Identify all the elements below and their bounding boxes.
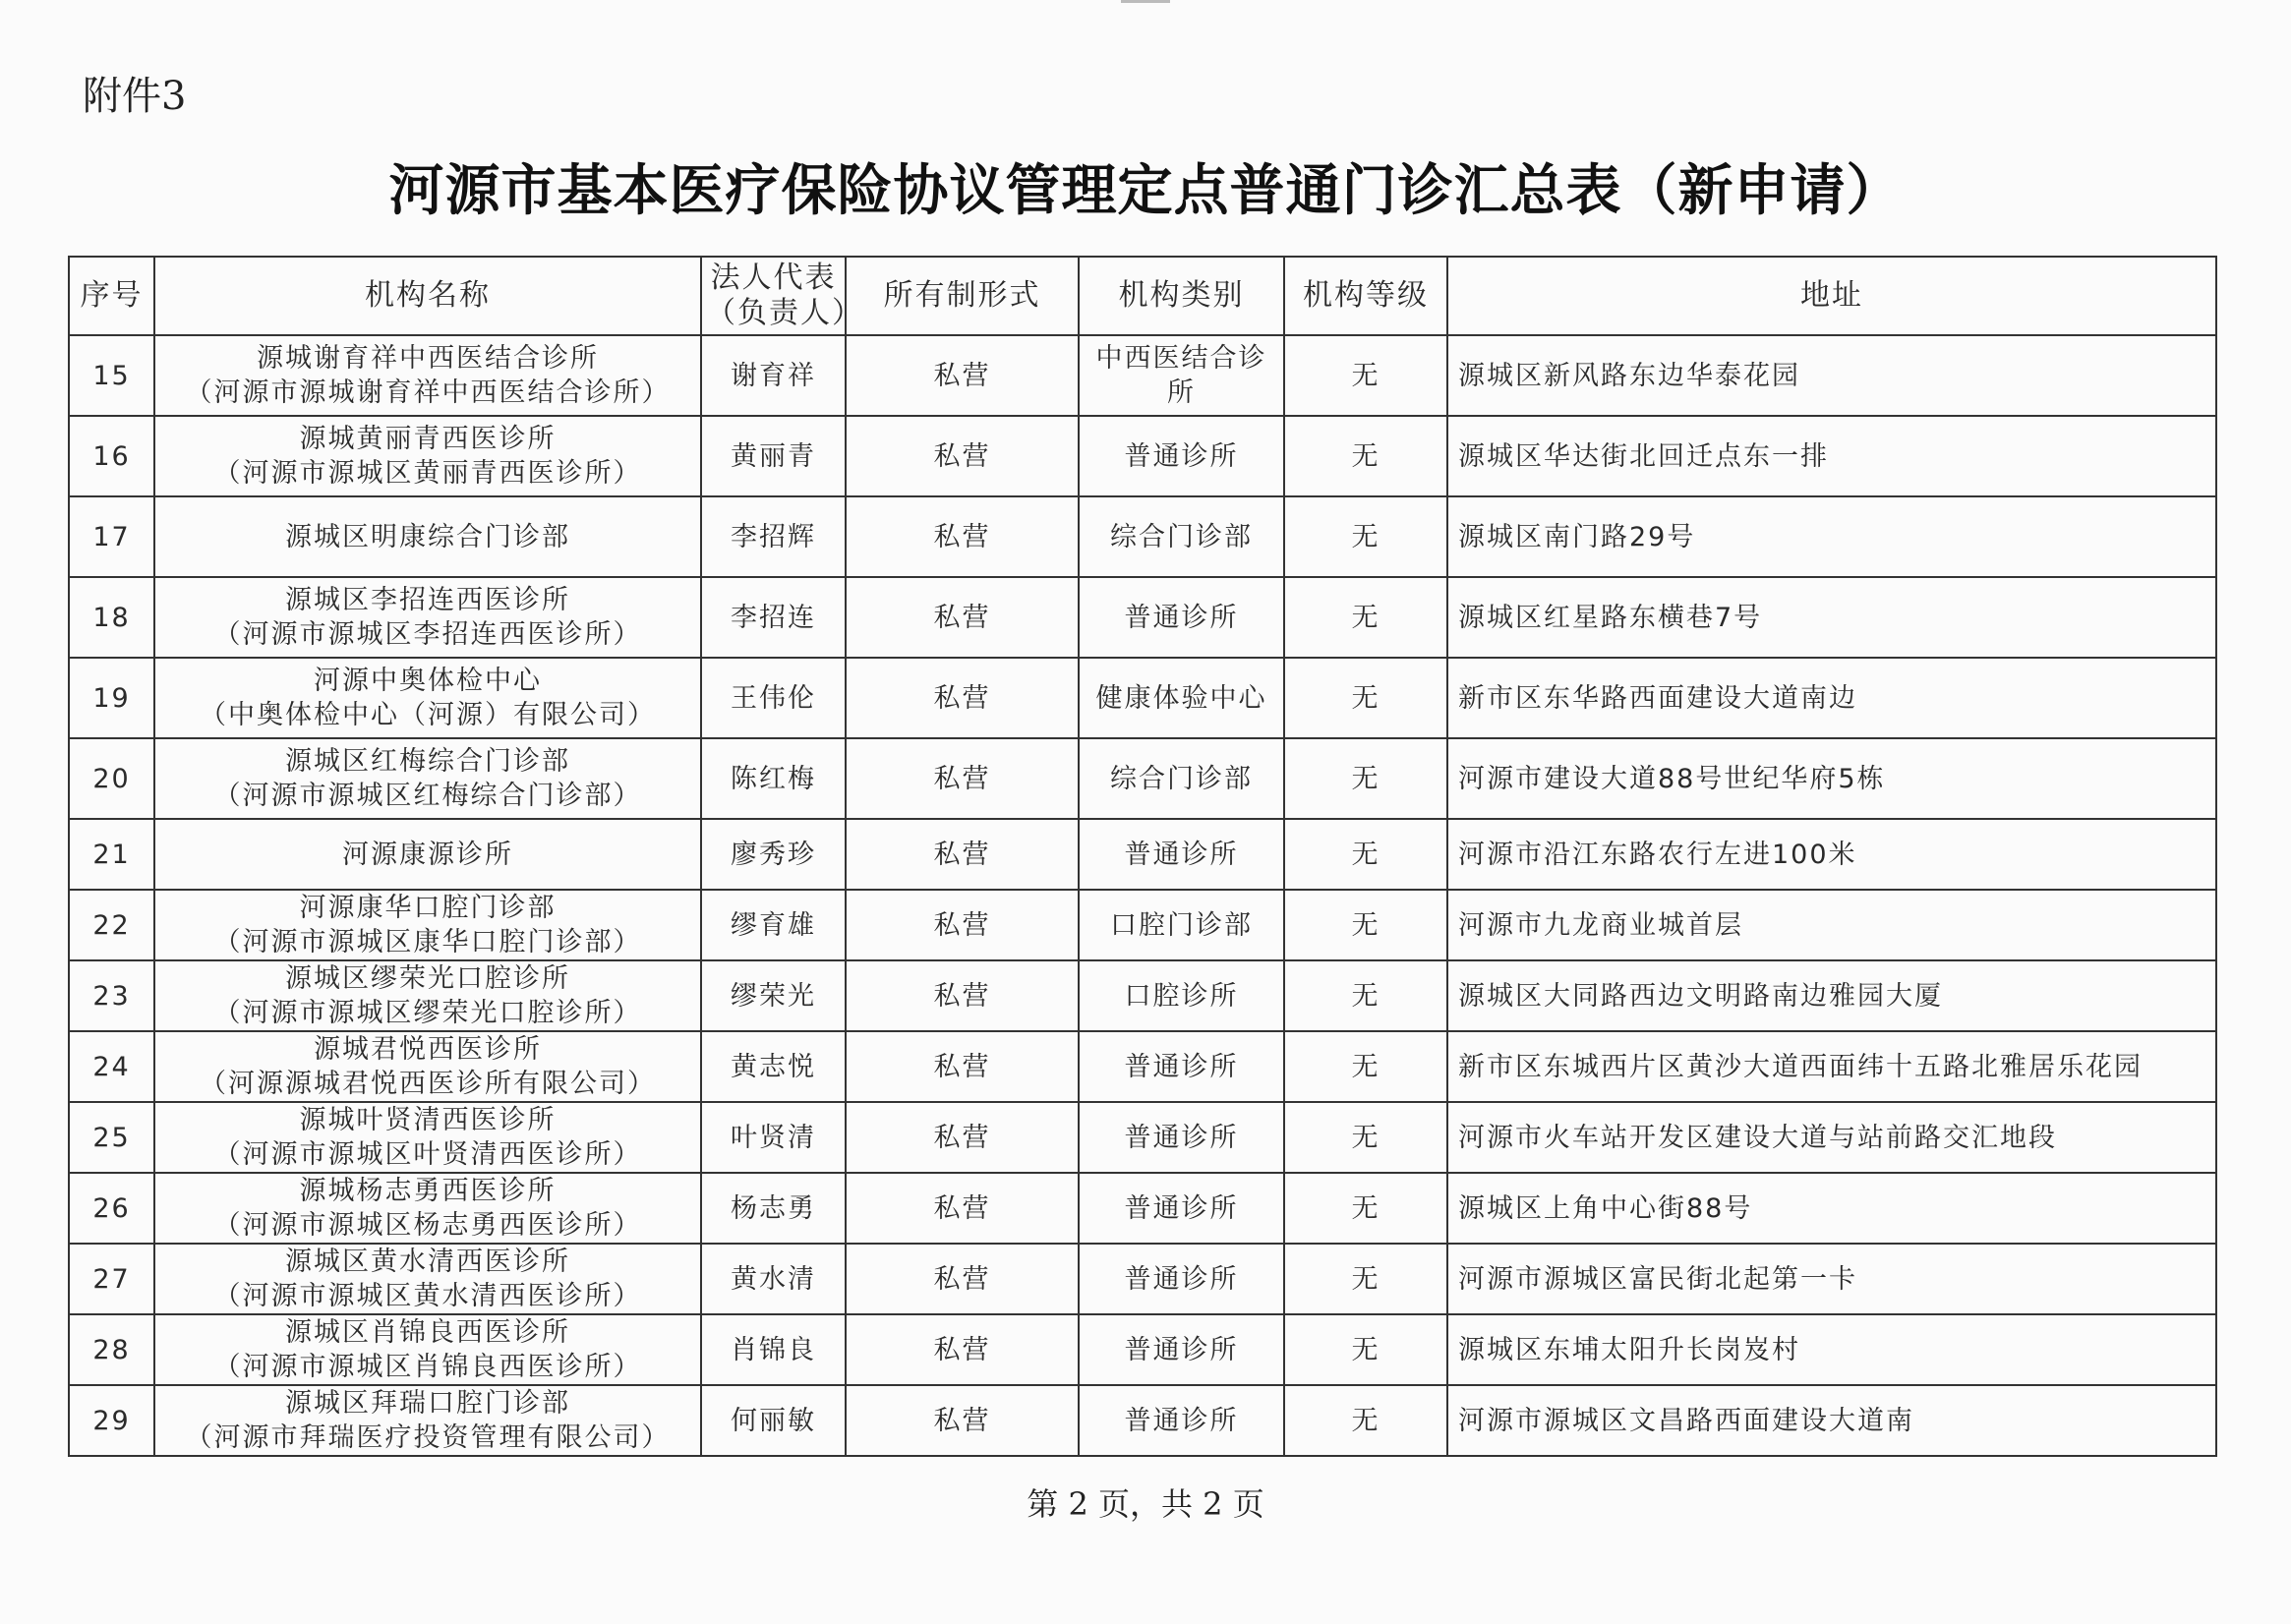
table-row	[69, 1173, 2216, 1244]
cell-level: 无	[1284, 577, 1447, 658]
cell-address: 河源市建设大道88号世纪华府5栋	[1447, 738, 2216, 819]
cell-category	[1079, 1314, 1284, 1385]
header-legal-rep-line1: 法人代表	[710, 261, 837, 295]
table-row	[69, 819, 2216, 890]
cell-level: 无	[1284, 738, 1447, 819]
cell-seq: 20	[69, 738, 154, 819]
cell-category	[1079, 416, 1284, 496]
cell-level: 无	[1284, 1244, 1447, 1314]
cell-institution-name-line1: 河源中奥体检中心	[314, 666, 542, 696]
cell-level: 无	[1284, 416, 1447, 496]
cell-seq: 29	[69, 1385, 154, 1456]
cell-ownership: 私营	[846, 1031, 1079, 1102]
cell-institution-name	[154, 1102, 701, 1173]
cell-seq: 28	[69, 1314, 154, 1385]
header-name: 机构名称	[154, 257, 701, 335]
cell-ownership: 私营	[846, 335, 1079, 416]
cell-legal-rep: 缪荣光	[701, 960, 846, 1031]
cell-legal-rep: 杨志勇	[701, 1173, 846, 1244]
cell-institution-name-line1: 源城区红梅综合门诊部	[285, 746, 570, 777]
cell-institution-name-line1: 河源康源诊所	[342, 839, 513, 870]
cell-level: 无	[1284, 1385, 1447, 1456]
cell-category-line1: 普通诊所	[1124, 1122, 1239, 1153]
cell-legal-rep: 李招连	[701, 577, 846, 658]
cell-category-line1: 普通诊所	[1124, 839, 1239, 870]
cell-institution-name	[154, 1385, 701, 1456]
cell-institution-name	[154, 416, 701, 496]
cell-institution-name-line1: 源城谢育祥中西医结合诊所	[257, 343, 599, 374]
attachment-label: 附件3	[83, 74, 187, 119]
table-row	[69, 1031, 2216, 1102]
cell-legal-rep: 陈红梅	[701, 738, 846, 819]
cell-category-line2: 所	[1167, 377, 1196, 408]
cell-category-line1: 中西医结合诊	[1095, 343, 1267, 374]
cell-legal-rep: 黄丽青	[701, 416, 846, 496]
cell-ownership: 私营	[846, 577, 1079, 658]
table-row	[69, 335, 2216, 416]
cell-level: 无	[1284, 658, 1447, 738]
cell-address: 河源市火车站开发区建设大道与站前路交汇地段	[1447, 1102, 2216, 1173]
cell-institution-name	[154, 658, 701, 738]
cell-institution-name-line2: （河源市源城区叶贤清西医诊所）	[213, 1139, 642, 1170]
cell-category-line1: 普通诊所	[1124, 1405, 1239, 1436]
cell-category	[1079, 819, 1284, 890]
cell-address: 源城区南门路29号	[1447, 496, 2216, 577]
cell-category-line1: 普通诊所	[1124, 1263, 1239, 1295]
cell-institution-name-line1: 源城君悦西医诊所	[314, 1034, 542, 1065]
cell-address: 河源市沿江东路农行左进100米	[1447, 819, 2216, 890]
cell-institution-name-line1: 源城区明康综合门诊部	[285, 521, 570, 552]
cell-ownership: 私营	[846, 658, 1079, 738]
cell-legal-rep: 王伟伦	[701, 658, 846, 738]
cell-address: 源城区红星路东横巷7号	[1447, 577, 2216, 658]
cell-ownership: 私营	[846, 1385, 1079, 1456]
cell-institution-name-line1: 源城区李招连西医诊所	[285, 585, 570, 615]
cell-institution-name-line1: 河源康华口腔门诊部	[299, 893, 557, 923]
cell-seq: 25	[69, 1102, 154, 1173]
cell-seq: 23	[69, 960, 154, 1031]
header-address: 地址	[1447, 257, 2216, 335]
cell-seq: 22	[69, 890, 154, 960]
cell-legal-rep: 廖秀珍	[701, 819, 846, 890]
cell-address: 源城区新风路东边华泰花园	[1447, 335, 2216, 416]
cell-address: 新市区东城西片区黄沙大道西面纬十五路北雅居乐花园	[1447, 1031, 2216, 1102]
cell-category	[1079, 960, 1284, 1031]
cell-ownership: 私营	[846, 416, 1079, 496]
cell-institution-name-line1: 源城区黄水清西医诊所	[285, 1247, 570, 1277]
cell-address: 河源市源城区文昌路西面建设大道南	[1447, 1385, 2216, 1456]
cell-institution-name	[154, 960, 701, 1031]
cell-institution-name-line2: （河源市源城区李招连西医诊所）	[213, 619, 642, 650]
scan-top-mark	[1121, 0, 1170, 3]
cell-institution-name	[154, 890, 701, 960]
table-row	[69, 416, 2216, 496]
cell-ownership: 私营	[846, 819, 1079, 890]
cell-institution-name-line2: （河源源城君悦西医诊所有限公司）	[200, 1069, 656, 1099]
cell-seq: 27	[69, 1244, 154, 1314]
cell-address: 新市区东华路西面建设大道南边	[1447, 658, 2216, 738]
cell-ownership: 私营	[846, 1102, 1079, 1173]
cell-institution-name-line2: （河源市源城区黄水清西医诊所）	[213, 1281, 642, 1311]
cell-seq: 24	[69, 1031, 154, 1102]
cell-legal-rep: 肖锦良	[701, 1314, 846, 1385]
table-row	[69, 1244, 2216, 1314]
table-row	[69, 738, 2216, 819]
cell-institution-name-line2: （河源市源城区缪荣光口腔诊所）	[213, 998, 642, 1028]
cell-institution-name-line1: 源城杨志勇西医诊所	[299, 1176, 557, 1206]
cell-category	[1079, 577, 1284, 658]
table-row	[69, 658, 2216, 738]
cell-category	[1079, 496, 1284, 577]
header-seq: 序号	[69, 257, 154, 335]
cell-institution-name-line2: （河源市源城区杨志勇西医诊所）	[213, 1210, 642, 1241]
cell-seq: 17	[69, 496, 154, 577]
cell-ownership: 私营	[846, 1314, 1079, 1385]
cell-institution-name-line1: 源城叶贤清西医诊所	[299, 1105, 557, 1135]
cell-institution-name-line1: 源城黄丽青西医诊所	[299, 424, 557, 454]
cell-category	[1079, 335, 1284, 416]
header-legal-rep-line2: （负责人）	[706, 296, 863, 330]
cell-institution-name-line1: 源城区肖锦良西医诊所	[285, 1317, 570, 1348]
cell-category	[1079, 1244, 1284, 1314]
header-legal-rep	[701, 257, 863, 335]
cell-category-line1: 普通诊所	[1124, 1192, 1239, 1224]
table-row	[69, 1102, 2216, 1173]
cell-seq: 26	[69, 1173, 154, 1244]
cell-level: 无	[1284, 1314, 1447, 1385]
cell-institution-name-line2: （河源市源城谢育祥中西医结合诊所）	[185, 377, 671, 408]
cell-level: 无	[1284, 1173, 1447, 1244]
table-row	[69, 960, 2216, 1031]
cell-institution-name	[154, 738, 701, 819]
cell-legal-rep: 黄志悦	[701, 1031, 846, 1102]
cell-category-line1: 综合门诊部	[1110, 763, 1253, 794]
cell-address: 源城区华达街北回迁点东一排	[1447, 416, 2216, 496]
cell-seq: 16	[69, 416, 154, 496]
cell-level: 无	[1284, 335, 1447, 416]
cell-category	[1079, 1385, 1284, 1456]
cell-ownership: 私营	[846, 890, 1079, 960]
table-header-row	[69, 257, 2216, 335]
cell-level: 无	[1284, 1031, 1447, 1102]
table-row	[69, 1314, 2216, 1385]
cell-category	[1079, 1102, 1284, 1173]
cell-ownership: 私营	[846, 1244, 1079, 1314]
cell-institution-name	[154, 577, 701, 658]
cell-category-line1: 普通诊所	[1124, 440, 1239, 472]
cell-address: 源城区大同路西边文明路南边雅园大厦	[1447, 960, 2216, 1031]
cell-institution-name-line2: （中奥体检中心（河源）有限公司）	[200, 700, 656, 730]
cell-seq: 15	[69, 335, 154, 416]
document-title: 河源市基本医疗保险协议管理定点普通门诊汇总表（新申请）	[388, 158, 1903, 223]
cell-institution-name-line2: （河源市源城区黄丽青西医诊所）	[213, 458, 642, 489]
cell-category-line1: 普通诊所	[1124, 602, 1239, 633]
cell-level: 无	[1284, 960, 1447, 1031]
cell-address: 河源市九龙商业城首层	[1447, 890, 2216, 960]
cell-address: 河源市源城区富民街北起第一卡	[1447, 1244, 2216, 1314]
cell-institution-name-line1: 源城区拜瑞口腔门诊部	[285, 1388, 570, 1419]
page-footer: 第 2 页，共 2 页	[1027, 1485, 1264, 1523]
cell-level: 无	[1284, 890, 1447, 960]
cell-level: 无	[1284, 819, 1447, 890]
cell-ownership: 私营	[846, 738, 1079, 819]
table-row	[69, 1385, 2216, 1456]
cell-seq: 21	[69, 819, 154, 890]
table-row	[69, 577, 2216, 658]
cell-ownership: 私营	[846, 960, 1079, 1031]
cell-institution-name-line2: （河源市源城区康华口腔门诊部）	[213, 927, 642, 957]
cell-category-line1: 普通诊所	[1124, 1334, 1239, 1365]
cell-category-line1: 综合门诊部	[1110, 521, 1253, 552]
cell-category	[1079, 1173, 1284, 1244]
cell-legal-rep: 何丽敏	[701, 1385, 846, 1456]
cell-category	[1079, 658, 1284, 738]
cell-category-line1: 口腔诊所	[1124, 980, 1239, 1012]
cell-category	[1079, 890, 1284, 960]
cell-institution-name	[154, 335, 701, 416]
cell-legal-rep: 缪育雄	[701, 890, 846, 960]
header-level: 机构等级	[1284, 257, 1447, 335]
cell-ownership: 私营	[846, 496, 1079, 577]
cell-institution-name	[154, 1173, 701, 1244]
cell-category-line1: 普通诊所	[1124, 1051, 1239, 1082]
cell-institution-name	[154, 1031, 701, 1102]
cell-category-line1: 口腔门诊部	[1110, 909, 1253, 941]
cell-institution-name-line2: （河源市拜瑞医疗投资管理有限公司）	[185, 1422, 671, 1453]
cell-institution-name	[154, 819, 701, 890]
cell-institution-name	[154, 496, 701, 577]
cell-seq: 18	[69, 577, 154, 658]
cell-address: 源城区上角中心街88号	[1447, 1173, 2216, 1244]
cell-legal-rep: 黄水清	[701, 1244, 846, 1314]
cell-institution-name-line1: 源城区缪荣光口腔诊所	[285, 963, 570, 994]
cell-institution-name	[154, 1244, 701, 1314]
cell-level: 无	[1284, 1102, 1447, 1173]
cell-institution-name	[154, 1314, 701, 1385]
cell-category-line1: 健康体验中心	[1095, 682, 1267, 714]
cell-legal-rep: 叶贤清	[701, 1102, 846, 1173]
cell-category	[1079, 1031, 1284, 1102]
cell-category	[1079, 738, 1284, 819]
cell-address: 源城区东埔太阳升长岗岌村	[1447, 1314, 2216, 1385]
header-category: 机构类别	[1079, 257, 1284, 335]
header-ownership: 所有制形式	[846, 257, 1079, 335]
cell-level: 无	[1284, 496, 1447, 577]
cell-legal-rep: 李招辉	[701, 496, 846, 577]
summary-table	[68, 256, 2217, 1457]
cell-legal-rep: 谢育祥	[701, 335, 846, 416]
table-body	[69, 335, 2216, 1456]
table-row	[69, 496, 2216, 577]
table-row	[69, 890, 2216, 960]
cell-ownership: 私营	[846, 1173, 1079, 1244]
cell-institution-name-line2: （河源市源城区红梅综合门诊部）	[213, 781, 642, 811]
cell-seq: 19	[69, 658, 154, 738]
cell-institution-name-line2: （河源市源城区肖锦良西医诊所）	[213, 1352, 642, 1382]
